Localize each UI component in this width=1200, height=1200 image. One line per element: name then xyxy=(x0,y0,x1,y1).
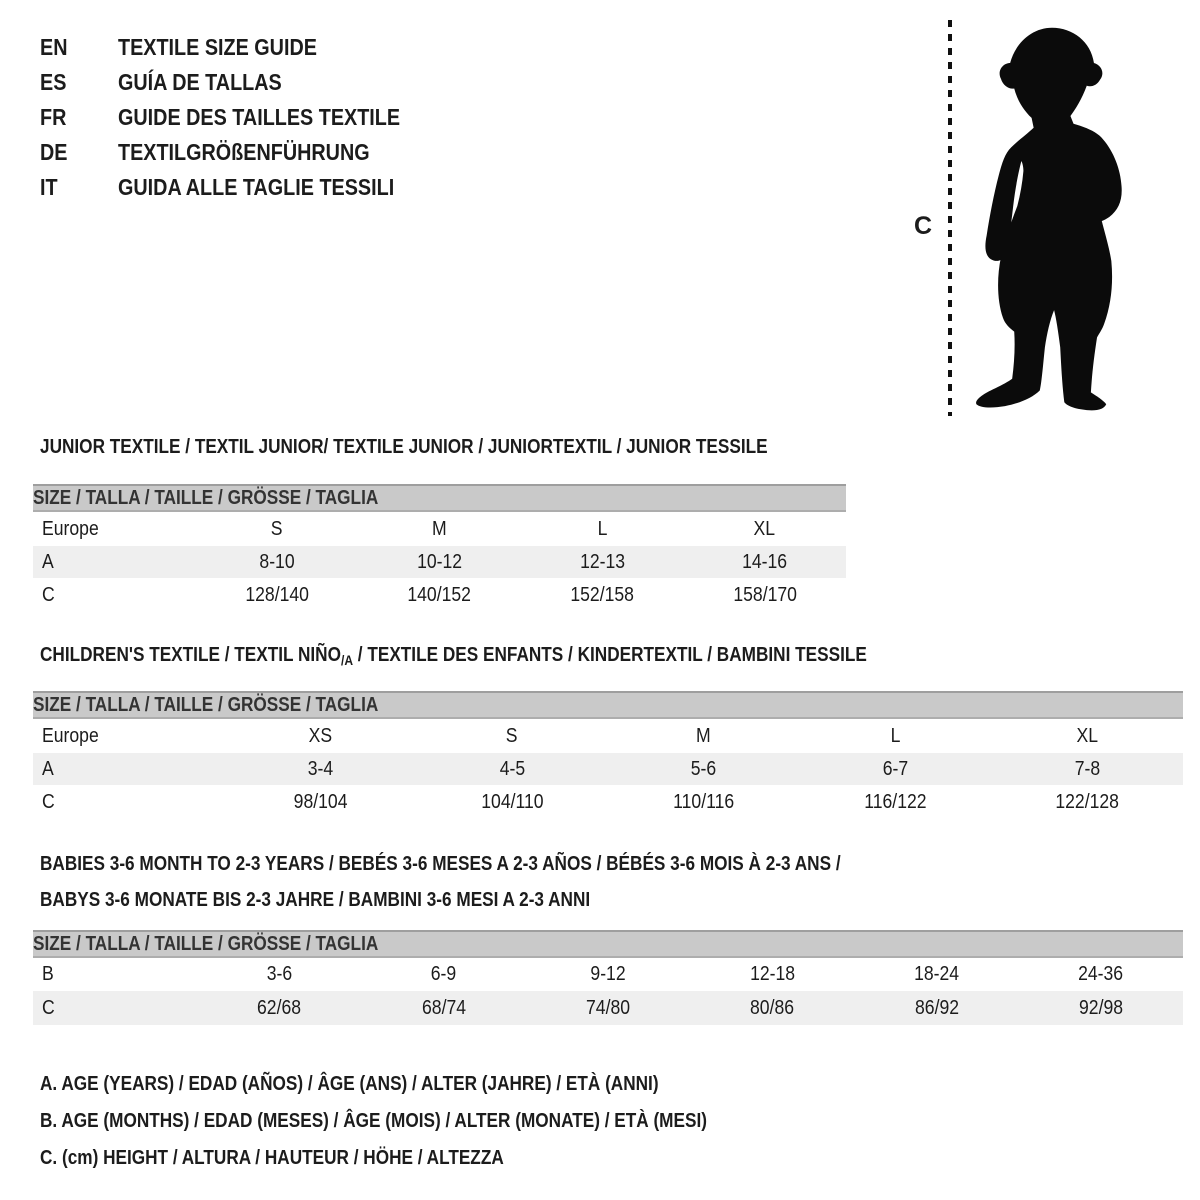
children-size-table xyxy=(33,691,1183,819)
cell-value: 5-6 xyxy=(691,757,717,780)
lang-row-es xyxy=(40,65,446,100)
lang-row-de xyxy=(40,135,446,170)
row-label: A xyxy=(42,757,54,780)
cell-value: 12-13 xyxy=(579,550,625,573)
cell-value: 18-24 xyxy=(914,963,960,985)
size-header-text: SIZE / TALLA / TAILLE / GRÖSSE / TAGLIA xyxy=(33,932,379,955)
col-header-s: S xyxy=(271,517,283,540)
babies-size-header-row xyxy=(33,931,1183,957)
children-row-c xyxy=(33,785,1183,819)
col-header-xs: XS xyxy=(308,724,333,747)
col-header-europe: Europe xyxy=(42,517,99,540)
measure-label-c: C xyxy=(914,212,933,240)
language-title-list xyxy=(40,30,446,205)
row-label: C xyxy=(42,996,55,1019)
junior-size-table xyxy=(33,484,846,612)
children-row-a xyxy=(33,753,1183,785)
cell-value: 80/86 xyxy=(750,996,795,1019)
cell-value: 3-6 xyxy=(266,963,293,985)
col-header-europe: Europe xyxy=(42,724,99,747)
height-measure-dashed-line xyxy=(948,20,952,416)
measurement-legend xyxy=(40,1066,816,1177)
babies-heading-line2: BABYS 3-6 MONATE BIS 2-3 JAHRE / BAMBINI 3-6 MESI A 2-3 ANNI xyxy=(40,889,591,911)
row-label: A xyxy=(42,550,54,573)
row-label: B xyxy=(42,963,54,985)
cell-value: 8-10 xyxy=(259,550,295,573)
col-header-m: M xyxy=(696,724,712,747)
lang-title-en: TEXTILE SIZE GUIDE xyxy=(118,34,317,60)
col-header-l: L xyxy=(890,724,901,747)
row-label: C xyxy=(42,790,55,813)
col-header-xl: XL xyxy=(1076,724,1098,747)
cell-value: 7-8 xyxy=(1074,757,1100,780)
cell-value: 74/80 xyxy=(585,996,631,1019)
lang-code-it: IT xyxy=(40,174,58,200)
lang-code-de: DE xyxy=(40,139,68,165)
junior-row-a xyxy=(33,546,846,578)
junior-row-c xyxy=(33,578,846,612)
lang-title-it: GUIDA ALLE TAGLIE TESSILI xyxy=(118,174,395,200)
cell-value: 116/122 xyxy=(864,790,927,813)
lang-row-it xyxy=(40,170,446,205)
children-column-header-row xyxy=(33,718,1183,753)
junior-column-header-row xyxy=(33,511,846,546)
size-header-text: SIZE / TALLA / TAILLE / GRÖSSE / TAGLIA xyxy=(33,486,379,509)
legend-line-c: C. (cm) HEIGHT / ALTURA / HAUTEUR / HÖHE / ALTEZZA xyxy=(40,1147,504,1169)
babies-section-heading xyxy=(40,846,971,918)
lang-row-en xyxy=(40,30,446,65)
cell-value: 4-5 xyxy=(499,757,525,780)
children-section-heading: CHILDREN'S TEXTILE / TEXTIL $NIÑO_{/A}$ / TEXTILE DES ENFANTS / KINDERTEXTIL / BAMBINI TESSILE xyxy=(40,644,867,668)
junior-section-heading: JUNIOR TEXTILE / TEXTIL JUNIOR/ TEXTILE JUNIOR / JUNIORTEXTIL / JUNIOR TESSILE xyxy=(40,436,768,458)
cell-value: 110/116 xyxy=(673,790,735,813)
lang-title-es: GUÍA DE TALLAS xyxy=(118,69,282,95)
lang-title-de: TEXTILGRÖßENFÜHRUNG xyxy=(118,139,370,165)
cell-value: 14-16 xyxy=(742,550,788,573)
cell-value: 98/104 xyxy=(293,790,348,813)
cell-value: 12-18 xyxy=(749,963,795,985)
cell-value: 10-12 xyxy=(416,550,462,573)
heading-subscript: /A xyxy=(340,652,354,668)
legend-line-a: A. AGE (YEARS) / EDAD (AÑOS) / ÂGE (ANS) / ALTER (JAHRE) / ETÀ (ANNI) xyxy=(40,1073,659,1095)
junior-size-header-row xyxy=(33,485,846,511)
cell-value: 6-7 xyxy=(882,757,909,780)
lang-code-es: ES xyxy=(40,69,67,95)
babies-size-table xyxy=(33,930,1183,1025)
cell-value: 86/92 xyxy=(914,996,959,1019)
col-header-m: M xyxy=(432,517,447,540)
cell-value: 9-12 xyxy=(590,963,626,985)
size-header-text: SIZE / TALLA / TAILLE / GRÖSSE / TAGLIA xyxy=(33,693,379,716)
lang-row-fr xyxy=(40,100,446,135)
cell-value: 128/140 xyxy=(245,583,309,606)
cell-value: 122/128 xyxy=(1055,790,1119,813)
row-label: C xyxy=(42,583,55,606)
cell-value: 152/158 xyxy=(570,583,634,606)
baby-silhouette xyxy=(958,14,1142,414)
babies-row-c xyxy=(33,991,1183,1025)
cell-value: 6-9 xyxy=(430,963,457,985)
col-header-xl: XL xyxy=(753,517,776,540)
cell-value: 92/98 xyxy=(1078,996,1123,1019)
lang-title-fr: GUIDE DES TAILLES TEXTILE xyxy=(118,104,401,130)
children-size-header-row xyxy=(33,692,1183,718)
cell-value: 68/74 xyxy=(421,996,466,1019)
lang-code-en: EN xyxy=(40,34,68,60)
cell-value: 140/152 xyxy=(407,583,472,606)
col-header-s: S xyxy=(506,724,519,747)
legend-line-b: B. AGE (MONTHS) / EDAD (MESES) / ÂGE (MOIS) / ALTER (MONATE) / ETÀ (MESI) xyxy=(40,1110,707,1132)
cell-value: 3-4 xyxy=(307,757,334,780)
babies-heading-line1: BABIES 3-6 MONTH TO 2-3 YEARS / BEBÉS 3-6 MESES A 2-3 AÑOS / BÉBÉS 3-6 MOIS À 2-3 ANS / xyxy=(40,853,841,875)
babies-row-b xyxy=(33,957,1183,991)
cell-value: 158/170 xyxy=(732,583,797,606)
cell-value: 24-36 xyxy=(1078,963,1124,985)
cell-value: 104/110 xyxy=(480,790,544,813)
col-header-l: L xyxy=(597,517,607,540)
cell-value: 62/68 xyxy=(257,996,302,1019)
lang-code-fr: FR xyxy=(40,104,67,130)
